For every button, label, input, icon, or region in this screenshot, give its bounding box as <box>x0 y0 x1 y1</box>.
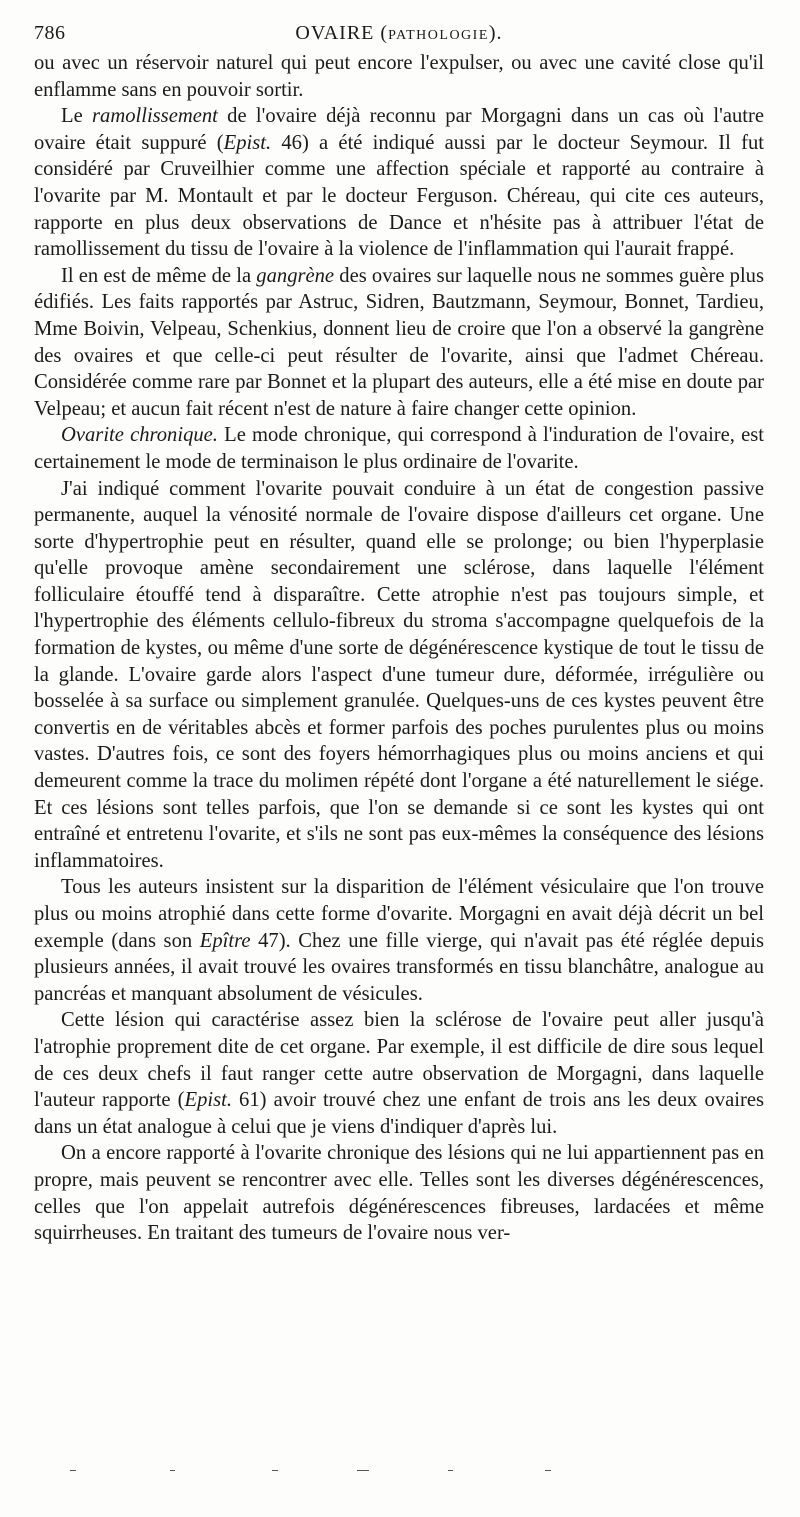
text-segment: Cette lésion qui caractérise assez bien la sclérose de l'ovaire peut aller jusqu'à l'atrophie proprement dite de cet organe. Par exemple, il est difficile de dire sous lequel de ces deux chefs il faut ranger cette autre observation de Morgagni, dans laquelle l'auteur rapporte ( <box>34 1009 764 1112</box>
paragraph <box>34 1140 764 1246</box>
paragraph <box>34 422 764 475</box>
running-title-subtitle: PATHOLOGIE <box>388 28 489 43</box>
text-segment: Le <box>61 105 93 128</box>
paragraph <box>34 103 764 263</box>
text-segment: 47). Chez une fille vierge, qui n'avait pas été réglée depuis plusieurs années, il avait trouvé les ovaires transformés en tissu blanchâtre, analogue au pancréas et manquant absolument de vésicules. <box>34 929 764 1005</box>
italic-text-segment: Epist. <box>184 1089 232 1112</box>
paragraph <box>34 874 764 1007</box>
text-segment: Tous les auteurs insistent sur la disparition de l'élément vésiculaire que l'on trouve plus ou moins atrophié dans cette forme d'ovarite. Morgagni en avait déjà décrit un bel exemple (dans son <box>34 876 764 952</box>
paragraph <box>34 476 764 875</box>
text-segment: J'ai indiqué comment l'ovarite pouvait conduire à un état de congestion passive permanente, auquel la vénosité normale de l'ovaire dispose d'ailleurs cet organe. Une sorte d'hypertrophie peut en résulter, quand elle se prolonge; ou bien l'hyperplasie qu'elle provoque amène secondairement une sclérose, dans laquelle l'élément folliculaire étouffé tend à disparaître. Cette atrophie n'est pas toujours simple, et l'hypertrophie des éléments cellulo-fibreux du stroma s'accompagne quelquefois de la formation de kystes, ou même d'une sorte de dégénérescence kystique de tout le tissu de la glande. L'ovaire garde alors l'aspect d'une tumeur dure, déformée, irrégulière ou bosselée à sa surface ou simplement granulée. Quelques-uns de ces kystes peuvent être convertis en de véritables abcès et former parfois des poches purulentes plus ou moins vastes. D'autres fois, ce sont des foyers hémorrhagiques plus ou moins anciens et qui demeurent comme la trace du molimen répété dont l'organe a été naturellement le siége. Et ces lésions sont telles parfois, que l'on se demande si ce sont les kystes qui ont entraîné et entretenu l'ovarite, et s'ils ne sont pas eux-mêmes la conséquence des lésions inflammatoires. <box>34 477 764 872</box>
italic-text-segment: ramollissement <box>92 105 218 128</box>
running-title-close: ). <box>488 22 503 44</box>
text-segment: de l'ovaire déjà reconnu par Morgagni dans un cas où l'autre ovaire était suppuré ( <box>34 105 764 154</box>
paragraph <box>34 263 764 423</box>
page-number: 786 <box>34 22 66 44</box>
text-segment: 61) avoir trouvé chez une enfant de trois ans les deux ovaires dans un état analogue à celui que je viens d'indiquer d'après lui. <box>34 1089 764 1138</box>
paragraph <box>34 50 764 103</box>
italic-text-segment: gangrène <box>256 264 335 287</box>
text-segment: Il en est de même de la <box>61 264 257 287</box>
text-segment: On a encore rapporté à l'ovarite chronique des lésions qui ne lui appartiennent pas en propre, mais peuvent se rencontrer avec elle. Telles sont les diverses dégénérescences, celles que l'on appelait autrefois dégénérescences fibreuses, lardacées et même squirrheuses. En traitant des tumeurs de l'ovaire nous ver- <box>34 1142 764 1245</box>
running-title <box>34 22 764 45</box>
italic-text-segment: Epître <box>199 929 251 952</box>
italic-text-segment: Ovarite chronique. <box>61 424 218 447</box>
running-title-main: OVAIRE ( <box>295 22 389 44</box>
text-segment: 46) a été indiqué aussi par le docteur Seymour. Il fut considéré par Cruveilhier comme une affection spéciale et rapporté au contraire à l'ovarite par M. Montault et par le docteur Ferguson. Chéreau, qui cite ces auteurs, rapporte en plus deux observations de Dance et n'hésite pas à attribuer l'état de ramollissement du tissu de l'ovaire à la violence de l'inflammation qui l'aurait frappé. <box>34 131 764 261</box>
body-text <box>34 50 764 1247</box>
italic-text-segment: Epist. <box>223 131 272 154</box>
text-segment: des ovaires sur laquelle nous ne sommes guère plus édifiés. Les faits rapportés par Astruc, Sidren, Bautzmann, Seymour, Bonnet, Tardieu, Mme Boivin, Velpeau, Schenkius, donnent lieu de croire que l'on a observé la gangrène des ovaires et que celle-ci peut résulter de l'ovarite, ainsi que l'admet Chéreau. Considérée comme rare par Bonnet et la plupart des auteurs, elle a été mise en doute par Velpeau; et aucun fait récent n'est de nature à faire changer cette opinion. <box>34 264 764 420</box>
running-header <box>34 14 764 46</box>
paragraph <box>34 1007 764 1140</box>
text-segment: ou avec un réservoir naturel qui peut encore l'expulser, ou avec une cavité close qu'il enflamme sans en pouvoir sortir. <box>34 52 764 101</box>
scan-marks <box>0 1470 800 1490</box>
text-segment: Le mode chronique, qui correspond à l'induration de l'ovaire, est certainement le mode de terminaison le plus ordinaire de l'ovarite. <box>34 424 764 473</box>
